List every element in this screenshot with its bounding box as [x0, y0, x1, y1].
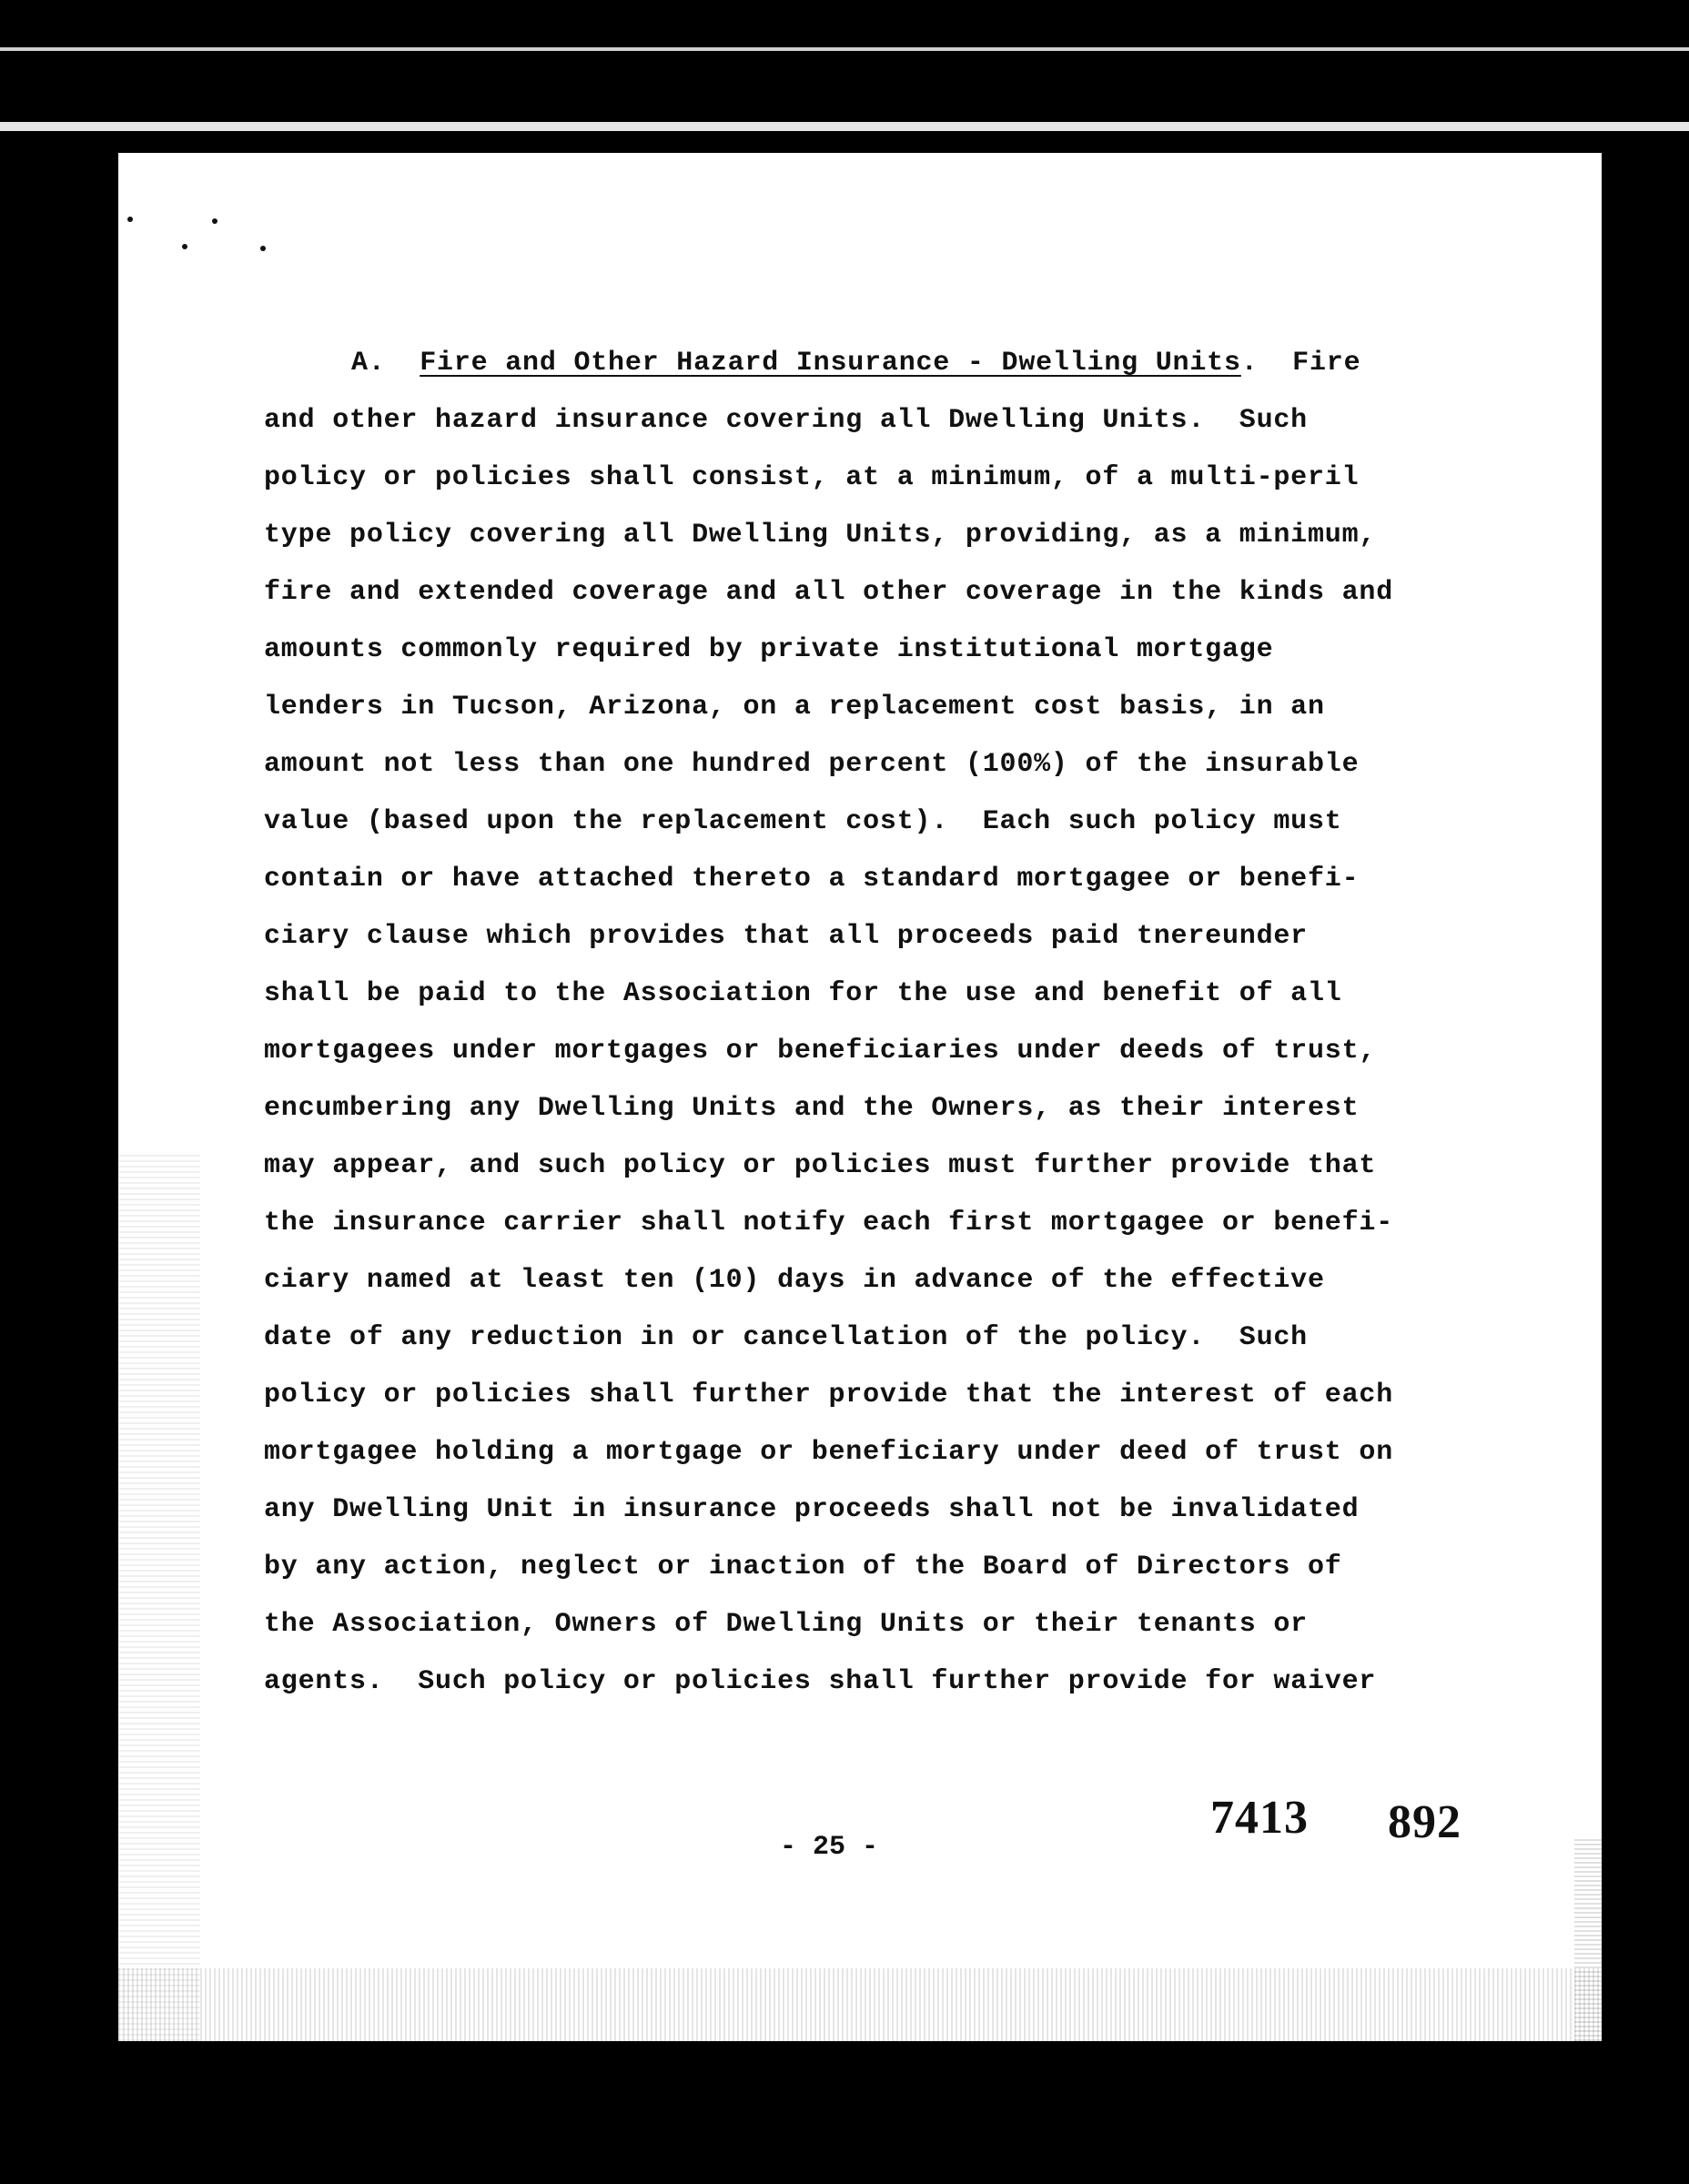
paragraph-line: ciary named at least ten (10) days in advance of the effective [264, 1265, 1325, 1296]
document-page [118, 153, 1602, 2041]
paragraph-line: the insurance carrier shall notify each first mortgagee or benefi- [264, 1208, 1393, 1239]
paragraph-line: amount not less than one hundred percent (100%) of the insurable [264, 749, 1360, 780]
paragraph-line: ciary clause which provides that all proceeds paid tnereunder [264, 921, 1308, 952]
scan-speck [182, 244, 187, 249]
paragraph-line: amounts commonly required by private institutional mortgage [264, 634, 1274, 665]
paragraph-line: date of any reduction in or cancellation of the policy. Such [264, 1322, 1308, 1353]
page-number: - 25 - [780, 1832, 879, 1863]
scan-noise-left [118, 1154, 200, 2041]
scan-noise-right [1574, 1836, 1602, 2041]
scan-speck [260, 246, 266, 251]
paragraph-line: agents. Such policy or policies shall further provide for waiver [264, 1666, 1377, 1697]
section-title: Fire and Other Hazard Insurance - Dwelling Units [420, 348, 1241, 379]
paragraph-line: any Dwelling Unit in insurance proceeds shall not be invalidated [264, 1494, 1360, 1525]
paragraph-line: policy or policies shall further provide that the interest of each [264, 1380, 1393, 1410]
paragraph-line: policy or policies shall consist, at a minimum, of a multi-peril [264, 462, 1360, 493]
section-label: A. [351, 348, 386, 379]
scan-streak-lower [0, 122, 1689, 131]
paragraph-line: type policy covering all Dwelling Units, providing, as a minimum, [264, 520, 1377, 551]
document-body [264, 335, 1556, 1711]
paragraph-line: fire and extended coverage and all other coverage in the kinds and [264, 577, 1393, 608]
scan-noise-bottom [118, 1968, 1602, 2041]
paragraph-line: and other hazard insurance covering all Dwelling Units. Such [264, 405, 1308, 436]
heading-line [264, 335, 1556, 392]
scan-streak-top [0, 47, 1689, 51]
paragraph-line: lenders in Tucson, Arizona, on a replacement cost basis, in an [264, 692, 1325, 723]
recording-stamp-page: 892 [1388, 1796, 1461, 1848]
recording-stamp-book: 7413 [1210, 1792, 1309, 1844]
paragraph-line: mortgagee holding a mortgage or beneficiary under deed of trust on [264, 1437, 1393, 1468]
paragraph-line: value (based upon the replacement cost). Each such policy must [264, 806, 1342, 837]
scan-speck [212, 218, 217, 224]
paragraph-line: by any action, neglect or inaction of the Board of Directors of [264, 1552, 1342, 1582]
paragraph-line: may appear, and such policy or policies must further provide that [264, 1150, 1377, 1181]
heading-continuation: . Fire [1240, 348, 1361, 379]
paragraph-line: the Association, Owners of Dwelling Units or their tenants or [264, 1609, 1308, 1640]
paragraph-line: contain or have attached thereto a standard mortgagee or benefi- [264, 864, 1360, 895]
paragraph-line: encumbering any Dwelling Units and the Owners, as their interest [264, 1093, 1360, 1124]
scan-speck [127, 217, 133, 222]
paragraph-line: shall be paid to the Association for the use and benefit of all [264, 978, 1342, 1009]
paragraph-line: mortgagees under mortgages or beneficiaries under deeds of trust, [264, 1036, 1377, 1067]
